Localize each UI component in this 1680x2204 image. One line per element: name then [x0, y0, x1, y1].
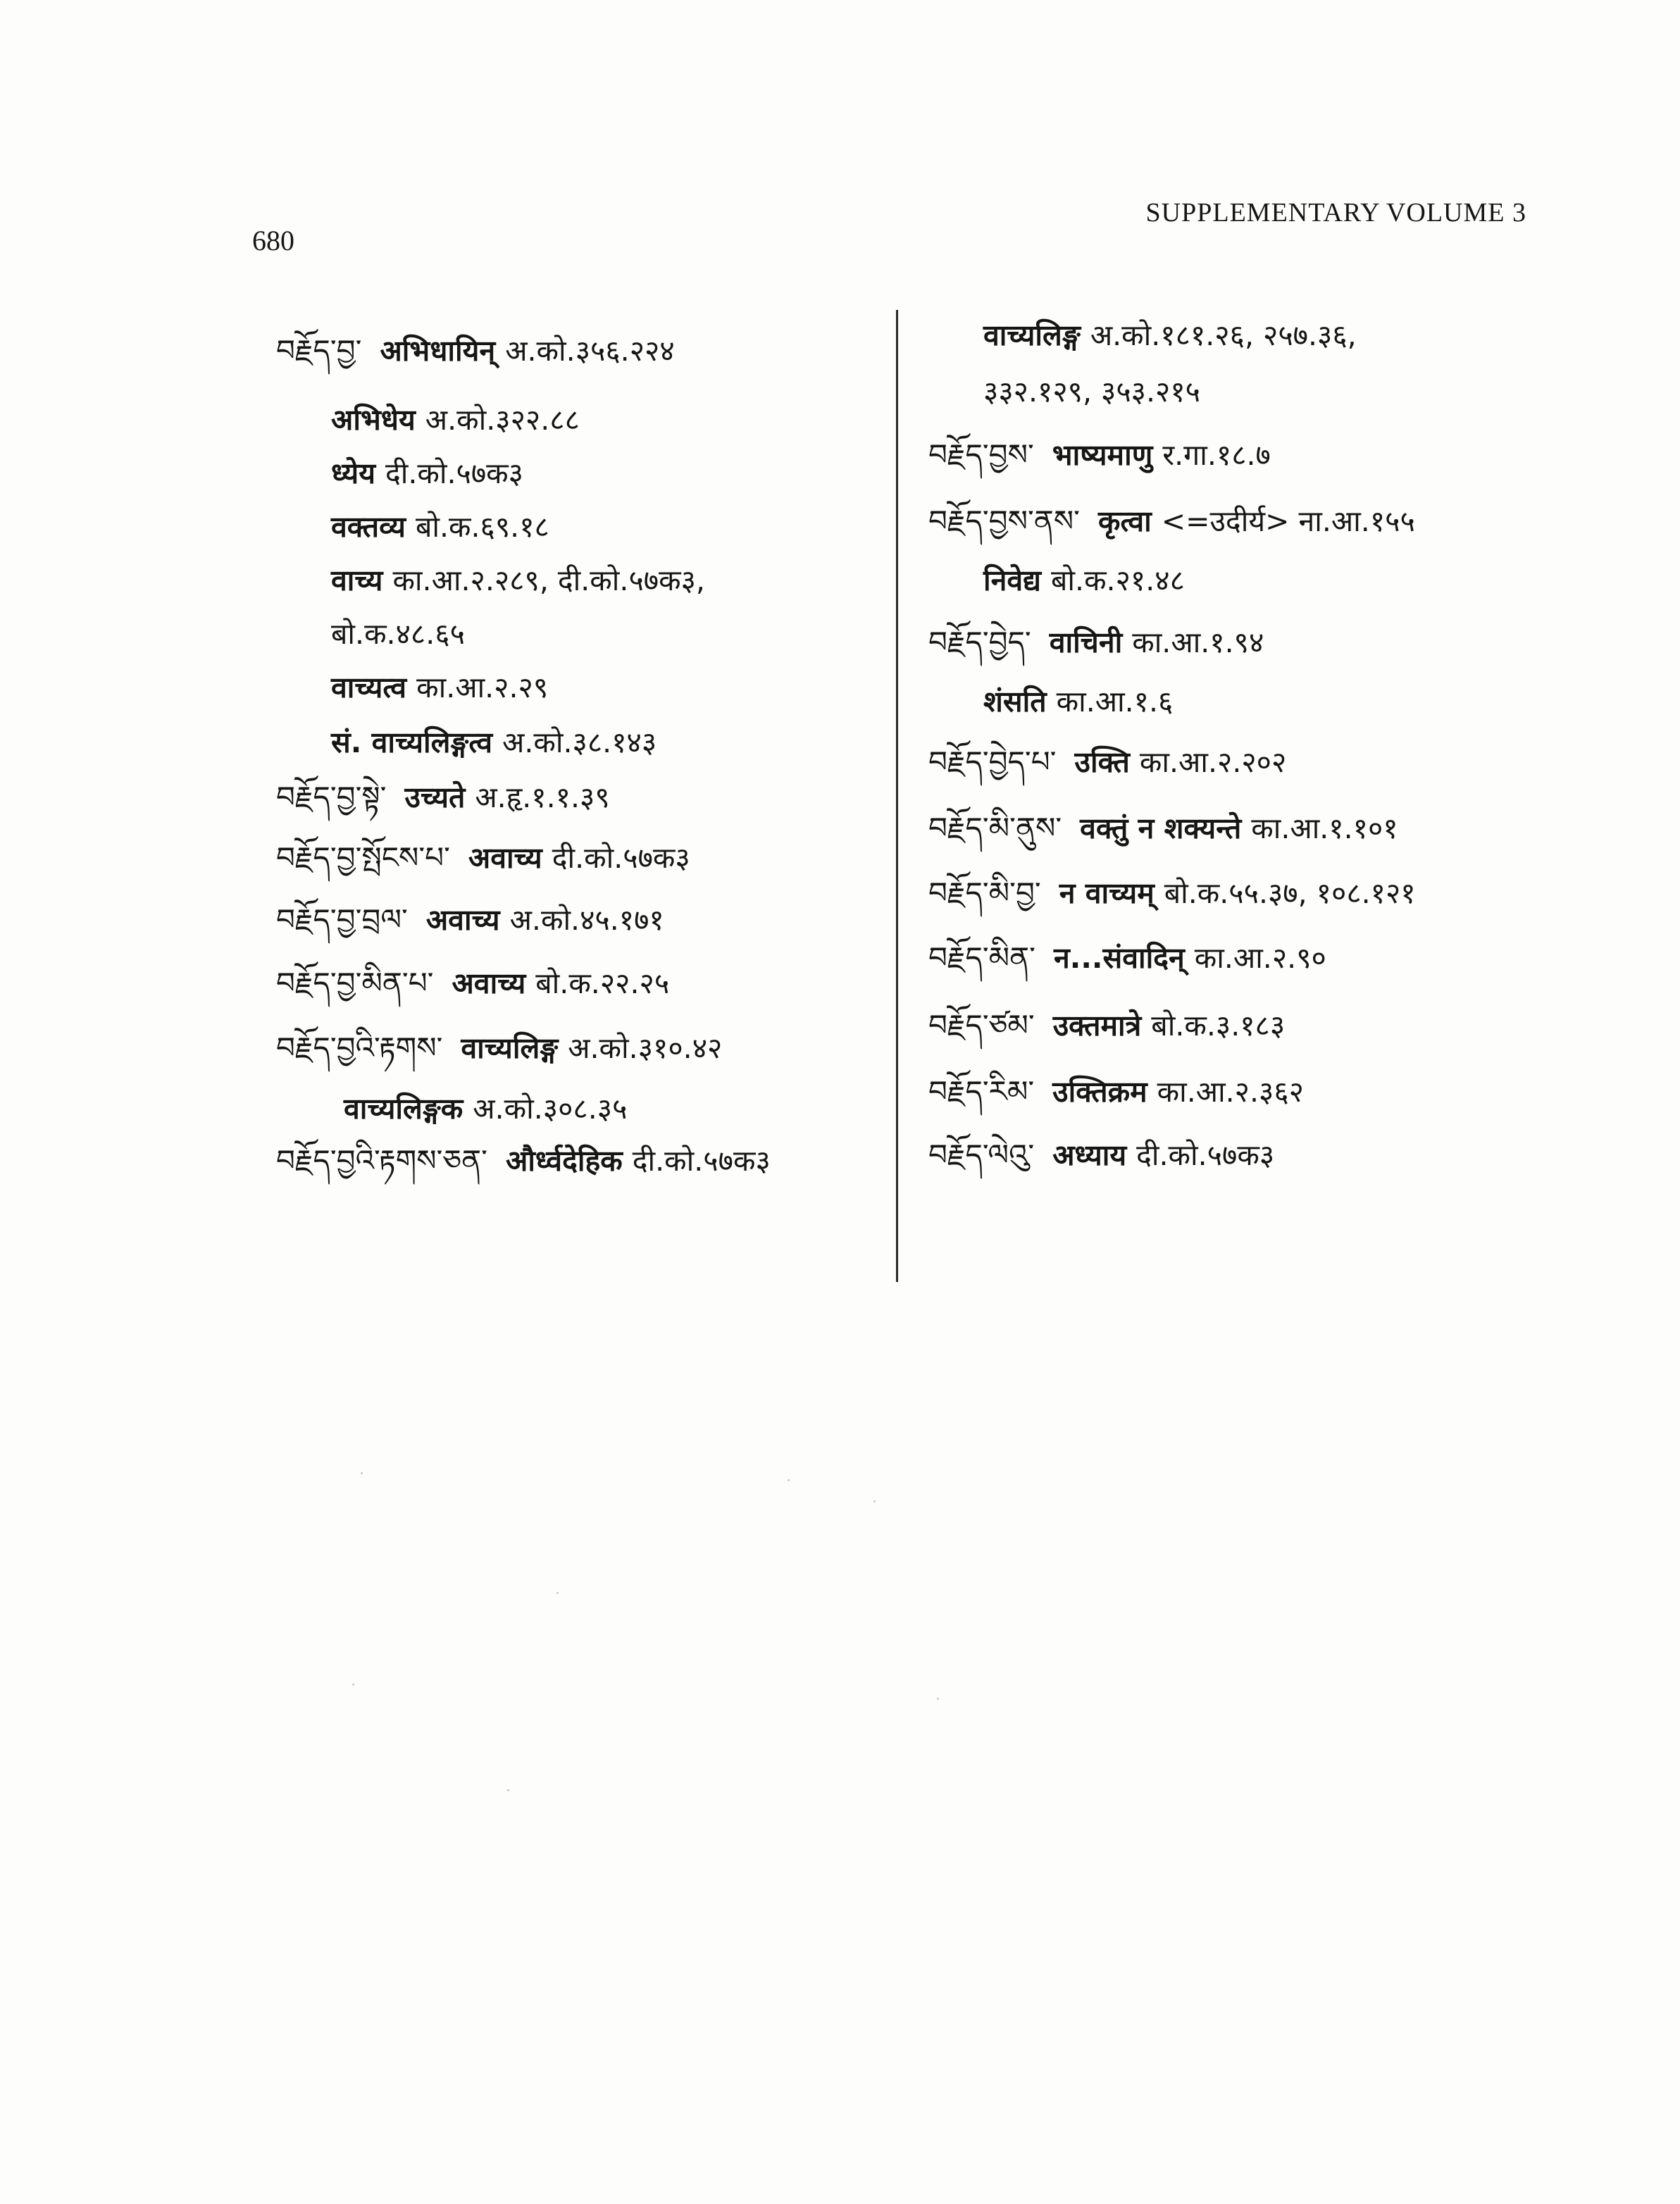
source-reference: बो.क.२२.२५ [535, 966, 670, 1000]
entry-line [983, 559, 1185, 602]
sanskrit-term: वक्तव्य [331, 510, 406, 544]
sanskrit-term: वाच्य [331, 564, 383, 597]
entry-line [928, 807, 1398, 849]
entry-line [983, 314, 1357, 356]
sanskrit-term: शंसति [983, 685, 1047, 718]
entry-line [331, 613, 465, 655]
entry-line [276, 837, 690, 879]
source-reference: ३३२.१२९, ३५३.२१५ [983, 375, 1200, 409]
entry-line [928, 872, 1416, 914]
sanskrit-term: उक्तमात्रे [1052, 1009, 1142, 1042]
entry-line [276, 899, 664, 941]
entry-line [928, 500, 1415, 542]
entry-line [331, 399, 580, 441]
sanskrit-term: अभिधायिन् [380, 334, 496, 368]
entry-line [928, 937, 1326, 979]
running-head: SUPPLEMENTARY VOLUME 3 [1145, 198, 1526, 228]
scan-speck [937, 1698, 939, 1700]
sanskrit-term: ध्येय [331, 456, 375, 490]
sanskrit-term: वाच्यत्व [331, 671, 407, 704]
sanskrit-term: और्ध्वदेहिक [505, 1144, 623, 1178]
entry-line [276, 962, 669, 1004]
source-reference: बो.क.६९.१८ [415, 510, 549, 544]
source-reference: दी.को.५७क३ [552, 841, 690, 875]
tibetan-headword: བརྗོད་རིམ་ [928, 1074, 1035, 1109]
source-reference: अ.को.४५.१७१ [509, 903, 664, 937]
sanskrit-term: अवाच्य [425, 903, 500, 937]
source-reference: अ.को.३१०.४२ [568, 1031, 723, 1065]
scan-speck [352, 1683, 354, 1686]
column-divider [896, 310, 898, 1282]
entry-line [928, 1004, 1285, 1047]
sanskrit-term: भाष्यमाणु [1052, 438, 1153, 472]
sanskrit-term: अवाच्य [468, 841, 542, 875]
source-reference: का.आ.२.२९ [416, 671, 549, 704]
tibetan-headword: བརྗོད་བྱ་བྲལ་ [276, 902, 408, 937]
entry-line [344, 1088, 627, 1130]
sanskrit-term: अभिधेय [331, 403, 416, 437]
entry-line [331, 506, 549, 548]
scan-speck [507, 1789, 509, 1791]
sanskrit-term: अध्याय [1052, 1138, 1127, 1172]
entry-line [928, 741, 1286, 783]
tibetan-headword: བརྗོད་བྱ་སྟེ་ [276, 780, 387, 814]
entry-line [928, 1071, 1304, 1113]
source-reference: का.आ.१.९४ [1132, 625, 1264, 659]
source-reference: दी.को.५७क३ [632, 1144, 771, 1178]
entry-line [276, 1140, 771, 1182]
tibetan-headword: བརྗོད་མི་ནུས་ [928, 811, 1062, 845]
entry-line [331, 452, 523, 494]
tibetan-headword: བརྗོད་བྱ་ [276, 333, 362, 368]
entry-line [928, 434, 1271, 476]
source-reference: अ.को.३८.१४३ [502, 726, 657, 759]
tibetan-headword: བརྗོད་བྱའི་རྟགས་ཅན་ [276, 1143, 487, 1178]
entry-line [331, 666, 548, 709]
source-reference: बो.क.२१.४८ [1051, 564, 1185, 597]
entry-line [276, 776, 610, 818]
sanskrit-term: निवेद्य [983, 564, 1041, 597]
entry-line [928, 621, 1264, 664]
sanskrit-term: वाच्यलिङ्ग [461, 1031, 559, 1065]
sanskrit-term: वाच्यलिङ्ग [983, 318, 1081, 352]
sanskrit-term: वाचिनी [1049, 625, 1123, 659]
source-reference: का.आ.२.३६२ [1157, 1075, 1304, 1109]
scan-speck [361, 1472, 363, 1474]
tibetan-headword: བརྗོད་ཙམ་ [928, 1008, 1035, 1042]
source-reference: अ.को.१८१.२६, २५७.३६, [1090, 318, 1357, 352]
tibetan-headword: བརྗོད་བྱེད་པ་ [928, 745, 1057, 779]
source-reference: र.गा.१८.७ [1162, 438, 1271, 472]
tibetan-headword: བརྗོད་བྱེད་ [928, 625, 1031, 659]
page-number: 680 [252, 225, 294, 256]
tibetan-headword: བརྗོད་ལེའུ་ [928, 1138, 1035, 1172]
sanskrit-term: उच्यते [404, 780, 466, 814]
source-reference: का.आ.१.१०१ [1251, 811, 1398, 845]
source-reference: का.आ.१.६ [1056, 685, 1174, 718]
tibetan-headword: བརྗོད་མི་བྱ་ [928, 876, 1041, 910]
sanskrit-term: सं. वाच्यलिङ्गत्व [331, 726, 493, 759]
source-reference: का.आ.२.२८९, दी.को.५७क३, [392, 564, 705, 597]
entry-line [331, 721, 657, 764]
tibetan-headword: བརྗོད་བྱ་སྤོངས་པ་ [276, 840, 450, 875]
source-reference: बो.क.४८.६५ [331, 617, 465, 651]
sanskrit-term: कृत्वा [1097, 504, 1152, 538]
source-reference: अ.को.३२२.८८ [425, 403, 580, 437]
scan-speck [873, 1500, 876, 1502]
sanskrit-term: न...संवादिन् [1054, 941, 1185, 975]
sanskrit-term: वाच्यलिङ्गक [344, 1092, 463, 1126]
source-reference: अ.को.३०८.३५ [473, 1092, 628, 1126]
source-reference: का.आ.२.९० [1194, 941, 1326, 975]
source-reference: बो.क.५५.३७, १०८.१२१ [1164, 876, 1416, 910]
sanskrit-term: न वाच्यम् [1059, 876, 1155, 910]
tibetan-headword: བརྗོད་བྱའི་རྟགས་ [276, 1031, 443, 1065]
scan-speck [556, 1592, 559, 1594]
entry-line [983, 680, 1173, 723]
sanskrit-term: उक्ति [1074, 745, 1130, 779]
source-reference: दी.को.५७क३ [1136, 1138, 1275, 1172]
tibetan-headword: བརྗོད་བྱས་ [928, 437, 1034, 472]
source-reference: <=उदीर्य> ना.आ.१५५ [1161, 504, 1415, 538]
source-reference: अ.हृ.१.१.३९ [475, 780, 610, 814]
tibetan-headword: བརྗོད་བྱས་ནས་ [928, 504, 1080, 538]
entry-line [983, 371, 1200, 413]
sanskrit-term: अवाच्य [452, 966, 526, 1000]
sanskrit-term: वक्तुं न शक्यन्ते [1080, 811, 1242, 845]
scan-speck [788, 1479, 790, 1481]
tibetan-headword: བརྗོད་བྱ་མིན་པ་ [276, 966, 434, 1000]
entry-line [276, 330, 675, 372]
entry-line [928, 1134, 1274, 1176]
sanskrit-term: उक्तिक्रम [1052, 1075, 1147, 1109]
source-reference: अ.को.३५६.२२४ [505, 334, 675, 368]
entry-line [331, 559, 705, 602]
entry-line [276, 1027, 722, 1069]
source-reference: बो.क.३.१८३ [1151, 1009, 1286, 1042]
source-reference: का.आ.२.२०२ [1139, 745, 1287, 779]
tibetan-headword: བརྗོད་མིན་ [928, 940, 1035, 975]
source-reference: दी.को.५७क३ [385, 456, 523, 490]
